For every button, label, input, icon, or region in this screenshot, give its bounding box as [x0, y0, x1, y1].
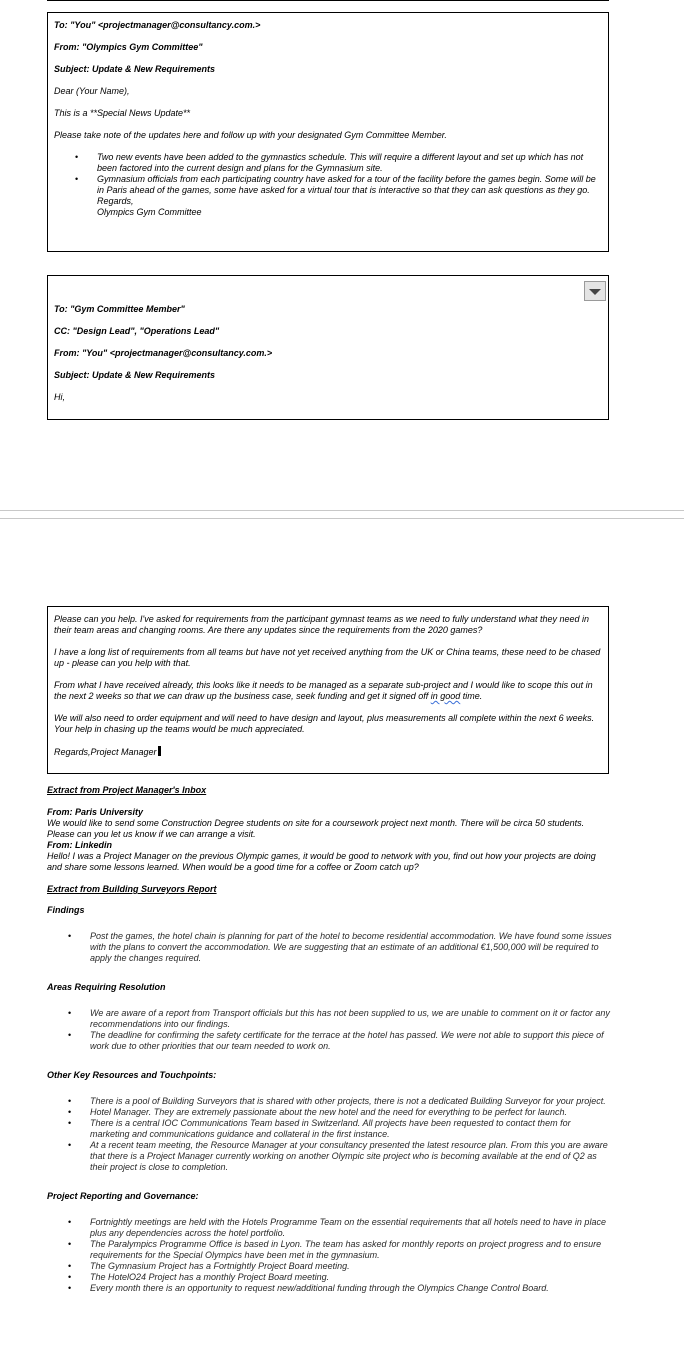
document-body — [47, 785, 612, 1312]
report-heading: Extract from Building Surveyors Report — [47, 884, 217, 894]
email-to: To: "You" <projectmanager@consultancy.com.> — [54, 20, 261, 30]
email-signoff: Regards, — [97, 196, 134, 206]
page-break-line — [0, 518, 684, 519]
list-item: • Two new events have been added to the gymnastics schedule. This will require a different layout and set up which has not been factored into the current design and plans for the Gymnasium site. — [97, 152, 602, 174]
email-paragraph: Please can you help. I've asked for requirements from the participant gymnast teams as we need to fully understand what they need in their team areas and changing rooms. Are there any updates since the requirements from the 2020 games? — [54, 614, 590, 635]
email-from: From: "Olympics Gym Committee" — [54, 42, 203, 52]
resources-heading: Other Key Resources and Touchpoints: — [47, 1070, 217, 1080]
list-item: • There is a central IOC Communications Team based in Switzerland. All projects have been requested to contact them for marketing and communications guidance and collateral in the first instance. — [90, 1118, 612, 1140]
page-top-rule — [47, 0, 609, 1]
grammar-flag[interactable]: in good — [430, 691, 461, 701]
email-subject: Subject: Update & New Requirements — [54, 64, 216, 74]
email-instruction: Please take note of the updates here and follow up with your designated Gym Committee Member. — [54, 130, 447, 140]
text-cursor — [158, 746, 161, 756]
resources-list — [47, 1096, 612, 1173]
email-intro: This is a **Special News Update** — [54, 108, 191, 118]
page-break-line — [0, 510, 684, 511]
email-paragraph: I have a long list of requirements from all teams but have not yet received anything from the UK or China teams, these need to be chased up - please can you help with that. — [54, 647, 601, 668]
list-item: • Post the games, the hotel chain is planning for part of the hotel to become residential accommodation. We have found some issues with the plans to convert the accommodation. We are suggesting that an estimate of an additional €1,500,000 will be required to apply the changes required. — [90, 931, 612, 964]
email-greeting: Dear (Your Name), — [54, 86, 130, 96]
list-item: • There is a pool of Building Surveyors that is shared with other projects, there is not a dedicated Building Surveyor for your project. — [90, 1096, 612, 1107]
areas-list — [47, 1008, 612, 1052]
list-item: • The Paralympics Programme Office is based in Lyon. The team has asked for monthly reports on project progress and to ensure requirements for the Special Olympics have been met in the gymnasium. — [90, 1239, 612, 1261]
email-paragraph: We will also need to order equipment and will need to have design and layout, plus measurements all complete within the next 6 weeks. Your help in chasing up the teams would be much appreciated. — [54, 713, 595, 734]
list-item: • Fortnightly meetings are held with the Hotels Programme Team on the essential requirements that all hotels need to have in place plus any dependencies across the hotel portfolio. — [90, 1217, 612, 1239]
governance-heading: Project Reporting and Governance: — [47, 1191, 199, 1201]
inbox-from: From: Linkedin — [47, 840, 112, 850]
inbox-message: Hello! I was a Project Manager on the previous Olympic games, it would be good to network with you, find out how your projects are doing and share some lessons learned. When would be a good time for a coffee or Zoom catch up? — [47, 851, 596, 872]
email-paragraph: From what I have received already, this looks like it needs to be managed as a separate sub-project and I would like to scope this out in the next 2 weeks so that we can draw up the business case, seek funding and get it signed off in good time. — [54, 680, 593, 701]
email-from: From: "You" <projectmanager@consultancy.com.> — [54, 348, 273, 358]
incoming-email-box — [47, 12, 609, 252]
email-subject: Subject: Update & New Requirements — [54, 370, 216, 380]
email-cc: CC: "Design Lead", "Operations Lead" — [54, 326, 220, 336]
list-item: • Every month there is an opportunity to request new/additional funding through the Olympics Change Control Board. — [90, 1283, 612, 1294]
inbox-from: From: Paris University — [47, 807, 144, 817]
inbox-heading: Extract from Project Manager's Inbox — [47, 785, 207, 795]
email-closing: Regards,Project Manager — [54, 746, 602, 758]
email-to: To: "Gym Committee Member" — [54, 304, 185, 314]
email-update-list — [54, 152, 602, 196]
list-item: • We are aware of a report from Transport officials but this has not been supplied to us, we are unable to comment on it or factor any recommendations into our findings. — [90, 1008, 612, 1030]
list-item: • Gymnasium officials from each participating country have asked for a tour of the facility before the games begin. Some will be in Paris ahead of the games, some have asked for a virtual tour that is interactive so that they can ask questions as they go. — [97, 174, 602, 196]
governance-list — [47, 1217, 612, 1294]
reply-body-box[interactable] — [47, 606, 609, 774]
list-item: • At a recent team meeting, the Resource Manager at your consultancy presented the latest resource plan. From this you are aware that there is a Project Manager currently working on another Olympic site project who is becoming available at the end of Q2 as their project is close to completion. — [90, 1140, 612, 1173]
reply-email-box[interactable] — [47, 275, 609, 420]
email-signature: Olympics Gym Committee — [97, 207, 202, 217]
email-greeting: Hi, — [54, 392, 65, 402]
list-item: • The Gymnasium Project has a Fortnightly Project Board meeting. — [90, 1261, 612, 1272]
list-item: • The HotelO24 Project has a monthly Project Board meeting. — [90, 1272, 612, 1283]
dropdown-button[interactable] — [584, 281, 606, 301]
list-item: • The deadline for confirming the safety certificate for the terrace at the hotel has passed. We were not able to support this piece of work due to other priorities that our team needed to work on. — [90, 1030, 612, 1052]
findings-list — [47, 931, 612, 964]
chevron-down-icon — [589, 289, 601, 295]
list-item: • Hotel Manager. They are extremely passionate about the new hotel and the need for everything to be perfect for launch. — [90, 1107, 612, 1118]
findings-heading: Findings — [47, 905, 85, 915]
inbox-message: We would like to send some Construction Degree students on site for a coursework project next month. There will be circa 50 students. Please can you let us know if we can arrange a visit. — [47, 818, 585, 839]
areas-heading: Areas Requiring Resolution — [47, 982, 166, 992]
